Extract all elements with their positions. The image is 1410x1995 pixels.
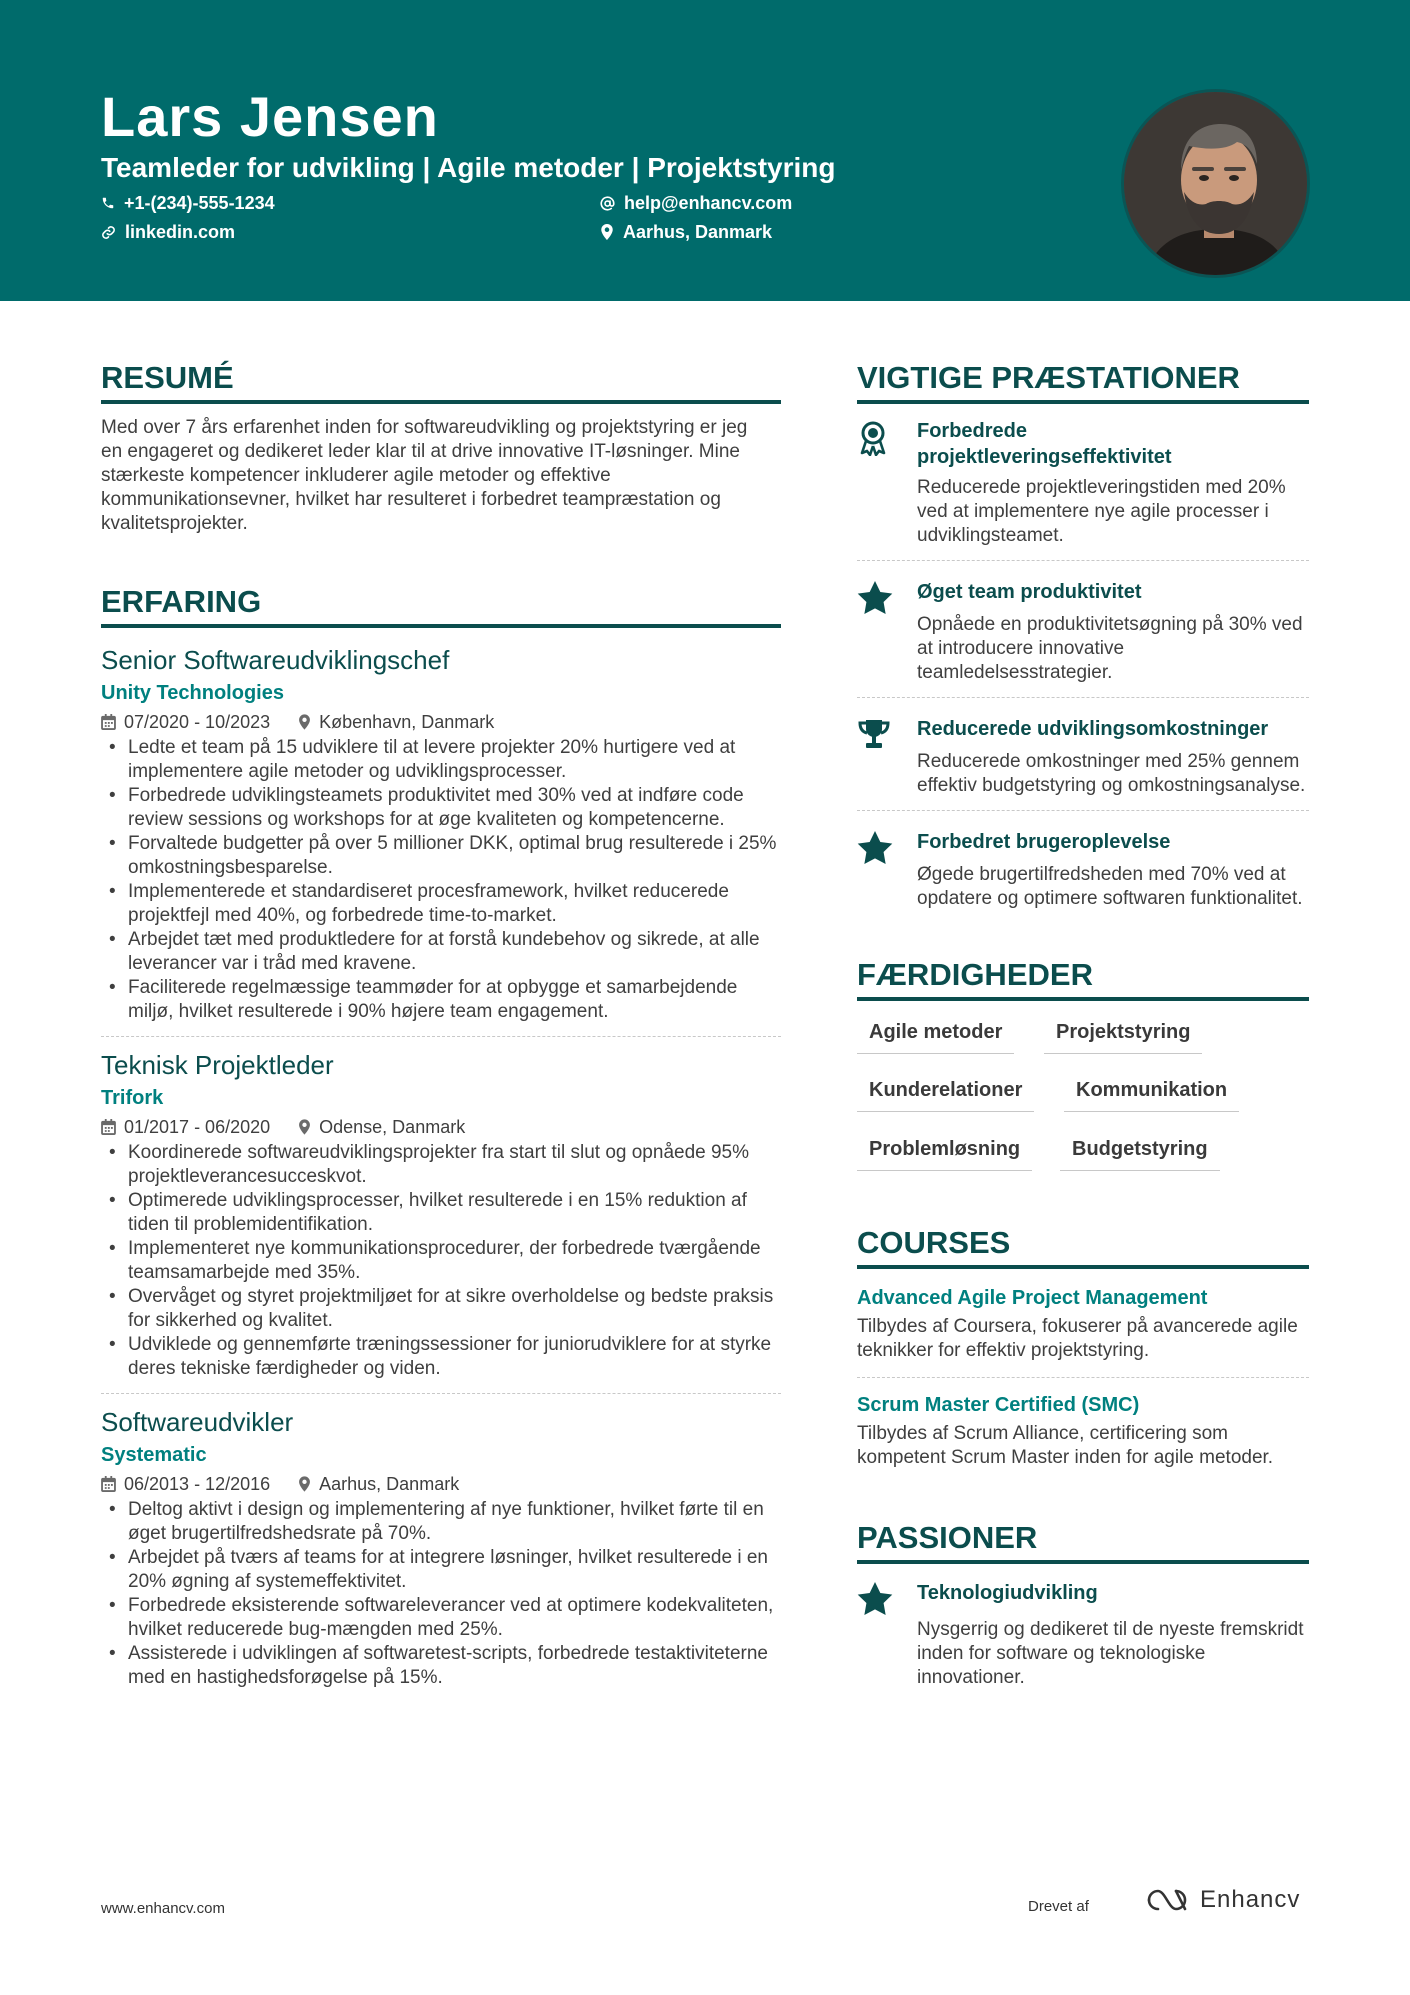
job-location-text: Aarhus, Danmark <box>319 1474 460 1494</box>
job-location <box>298 1472 459 1496</box>
achievement-text: Reducerede omkostninger med 25% gennem effektiv budgetstyring og omkostningsanalyse. <box>917 751 1306 796</box>
job-company: Trifork <box>101 1087 164 1109</box>
linkedin-text[interactable]: linkedin.com <box>125 222 236 242</box>
candidate-headline: Teamleder for udvikling | Agile metoder | Projektstyring <box>101 152 836 183</box>
bullet-item: • Implementeret nye kommunikationsprocedurer, der forbedrede tværgående teamsamarbejde med 35%. <box>101 1237 781 1285</box>
bullet-item: • Overvåget og styret projektmiljøet for at sikre overholdelse og bedste praksis for sikkerhed og kvalitet. <box>101 1285 781 1333</box>
right-column <box>857 358 1309 1690</box>
achievement-title: Forbedret brugeroplevelse <box>917 831 1171 853</box>
divider <box>857 560 1309 561</box>
bullet-item: • Udviklede og gennemførte træningssessioner for juniorudviklere for at styrke deres tekniske færdigheder og viden. <box>101 1333 781 1381</box>
achievement-body <box>917 579 1309 685</box>
job-dates <box>101 1115 270 1139</box>
skills-heading: FÆRDIGHEDER <box>857 955 1309 1001</box>
resume-header <box>0 0 1410 301</box>
course-text: Tilbydes af Coursera, fokuserer på avancerede agile teknikker for effektiv projektstyring. <box>857 1316 1298 1361</box>
phone-text: +1-(234)-555-1234 <box>124 193 275 213</box>
skill-tag: Problemløsning <box>857 1136 1032 1171</box>
at-icon <box>600 196 615 211</box>
skill-tag: Projektstyring <box>1044 1019 1202 1054</box>
summary-heading: RESUMÉ <box>101 358 781 404</box>
achievement-item <box>857 716 1309 798</box>
contact-email[interactable] <box>600 191 792 215</box>
bullet-item: • Koordinerede softwareudviklingsprojekter fra start til slut og opnåede 95% projektleverancesucceskvot. <box>101 1141 781 1189</box>
achievement-body <box>917 418 1309 548</box>
course-title: Scrum Master Certified (SMC) <box>857 1394 1140 1416</box>
bullet-item: • Arbejdet tæt med produktledere for at forstå kundebehov og sikrede, at alle leverancer var i tråd med kravene. <box>101 928 781 976</box>
achievement-title: Reducerede udviklingsomkostninger <box>917 718 1269 740</box>
location-pin-icon <box>298 1476 311 1492</box>
bullet-item: • Deltog aktivt i design og implementering af nye funktioner, hvilket førte til en øget brugertilfredshedsrate på 70%. <box>101 1498 781 1546</box>
job-meta <box>101 710 781 734</box>
location-text: Aarhus, Danmark <box>623 222 773 242</box>
job-title: Senior Softwareudviklingschef <box>101 645 450 675</box>
job-location <box>298 710 494 734</box>
bullet-item: • Arbejdet på tværs af teams for at integrere løsninger, hvilket resulterede i en 20% øgning af systemeffektivitet. <box>101 1546 781 1594</box>
location-pin-icon <box>298 714 311 730</box>
bullet-item: • Forbedrede udviklingsteamets produktivitet med 30% ved at indføre code review sessions og workshops for at øge kvaliteten og kompetencerne. <box>101 784 781 832</box>
achievement-body <box>917 829 1309 911</box>
profile-photo <box>1121 89 1310 278</box>
contact-location <box>600 220 772 244</box>
course-title: Advanced Agile Project Management <box>857 1287 1208 1309</box>
achievement-icon-cell <box>857 579 917 685</box>
achievement-icon-cell <box>857 829 917 911</box>
location-pin-icon <box>298 1119 311 1135</box>
calendar-icon <box>101 714 116 730</box>
achievement-title: Forbedrede projektleveringseffektivitet <box>917 420 1172 468</box>
bullet-item: • Forvaltede budgetter på over 5 millioner DKK, optimal brug resulterede i 25% omkostningsbesparelse. <box>101 832 781 880</box>
job-company: Systematic <box>101 1444 207 1466</box>
job-location <box>298 1115 465 1139</box>
footer-powered-by: Drevet af <box>1028 1898 1089 1915</box>
enhancv-logo-icon <box>1146 1888 1192 1912</box>
location-pin-icon <box>600 224 614 240</box>
skill-tag: Kunderelationer <box>857 1077 1034 1112</box>
divider <box>857 697 1309 698</box>
passion-icon-cell <box>857 1580 917 1690</box>
bullet-item: • Implementerede et standardiseret procesframework, hvilket reducerede projektfejl med 40%, og forbedrede time-to-market. <box>101 880 781 928</box>
bullet-item: • Assisterede i udviklingen af softwaretest-scripts, forbedrede testaktiviteterne med en hastighedsforøgelse på 15%. <box>101 1642 781 1690</box>
job-dates-text: 07/2020 - 10/2023 <box>124 712 271 732</box>
achievement-text: Øgede brugertilfredsheden med 70% ved at opdatere og optimere softwaren funktionalitet. <box>917 864 1303 909</box>
calendar-icon <box>101 1119 116 1135</box>
trophy-icon <box>857 718 891 750</box>
achievement-item <box>857 418 1309 548</box>
skill-tag: Kommunikation <box>1064 1077 1239 1112</box>
bullet-item: • Ledte et team på 15 udviklere til at levere projekter 20% hurtigere ved at implementere agile metoder og udviklingsprocesser. <box>101 736 781 784</box>
skills-list <box>857 1001 1309 1181</box>
job-bullets <box>101 1498 781 1690</box>
award-icon <box>857 420 889 456</box>
summary-text: Med over 7 års erfarenhet inden for softwareudvikling og projektstyring er jeg en engageret og dedikeret leder klar til at drive innovative IT-løsninger. Mine stærkeste kompetencer inkluderer agile metoder og effektive kommunikationsevner, hvilket har resulteret i forbedret teampræstation og kvalitetsprojekter. <box>101 417 748 534</box>
experience-entry <box>101 644 781 1037</box>
passion-title: Teknologiudvikling <box>917 1582 1098 1604</box>
achievement-text: Reducerede projektleveringstiden med 20% ved at implementere nye agile processer i udviklingsteamet. <box>917 477 1286 546</box>
job-title: Softwareudvikler <box>101 1407 294 1437</box>
divider <box>101 1393 781 1394</box>
achievements-heading: VIGTIGE PRÆSTATIONER <box>857 358 1309 404</box>
achievement-item <box>857 579 1309 685</box>
left-column <box>101 358 781 1690</box>
passion-item <box>857 1580 1309 1690</box>
job-bullets <box>101 1141 781 1381</box>
link-icon <box>101 225 116 240</box>
footer-website[interactable]: www.enhancv.com <box>101 1900 225 1917</box>
experience-entry <box>101 1406 781 1690</box>
calendar-icon <box>101 1476 116 1492</box>
candidate-name: Lars Jensen <box>101 85 439 148</box>
email-text[interactable]: help@enhancv.com <box>624 193 793 213</box>
enhancv-logo-text: Enhancv <box>1200 1886 1301 1913</box>
skill-tag: Agile metoder <box>857 1019 1014 1054</box>
achievement-body <box>917 716 1309 798</box>
enhancv-logo[interactable] <box>1146 1886 1300 1914</box>
passion-text: Nysgerrig og dedikeret til de nyeste fremskridt inden for software og teknologiske innovationer. <box>917 1619 1304 1688</box>
job-meta <box>101 1115 781 1139</box>
job-dates <box>101 1472 270 1496</box>
divider <box>101 1036 781 1037</box>
contact-phone <box>101 191 275 215</box>
job-company: Unity Technologies <box>101 682 284 704</box>
star-icon <box>857 581 893 615</box>
job-dates-text: 01/2017 - 06/2020 <box>124 1117 271 1137</box>
course-text: Tilbydes af Scrum Alliance, certificering som kompetent Scrum Master inden for agile metoder. <box>857 1423 1274 1468</box>
courses-heading: COURSES <box>857 1223 1309 1269</box>
job-location-text: København, Danmark <box>319 712 495 732</box>
contact-linkedin[interactable] <box>101 220 235 244</box>
job-meta <box>101 1472 781 1496</box>
bullet-item: • Forbedrede eksisterende softwareleverancer ved at optimere kodekvaliteten, hvilket reducerede bug-mængden med 25%. <box>101 1594 781 1642</box>
achievement-icon-cell <box>857 716 917 798</box>
job-location-text: Odense, Danmark <box>319 1117 466 1137</box>
passion-body <box>917 1580 1309 1690</box>
course-item <box>857 1392 1309 1470</box>
star-icon <box>857 1582 893 1616</box>
job-title: Teknisk Projektleder <box>101 1050 334 1080</box>
achievement-text: Opnåede en produktivitetsøgning på 30% ved at introducere innovative teamledelsesstrategier. <box>917 614 1303 683</box>
job-dates-text: 06/2013 - 12/2016 <box>124 1474 271 1494</box>
achievement-title: Øget team produktivitet <box>917 581 1142 603</box>
phone-icon <box>101 196 115 210</box>
divider <box>857 1377 1309 1378</box>
skill-tag: Budgetstyring <box>1060 1136 1220 1171</box>
bullet-item: • Optimerede udviklingsprocesser, hvilket resulterede i en 15% reduktion af tiden til problemidentifikation. <box>101 1189 781 1237</box>
job-bullets <box>101 736 781 1024</box>
divider <box>857 810 1309 811</box>
passions-heading: PASSIONER <box>857 1518 1309 1564</box>
experience-heading: ERFARING <box>101 582 781 628</box>
achievement-icon-cell <box>857 418 917 548</box>
experience-entry <box>101 1049 781 1394</box>
bullet-item: • Faciliterede regelmæssige teammøder for at opbygge et samarbejdende miljø, hvilket resulterede i 90% højere team engagement. <box>101 976 781 1024</box>
course-item <box>857 1285 1309 1363</box>
achievement-item <box>857 829 1309 911</box>
star-icon <box>857 831 893 865</box>
job-dates <box>101 710 270 734</box>
